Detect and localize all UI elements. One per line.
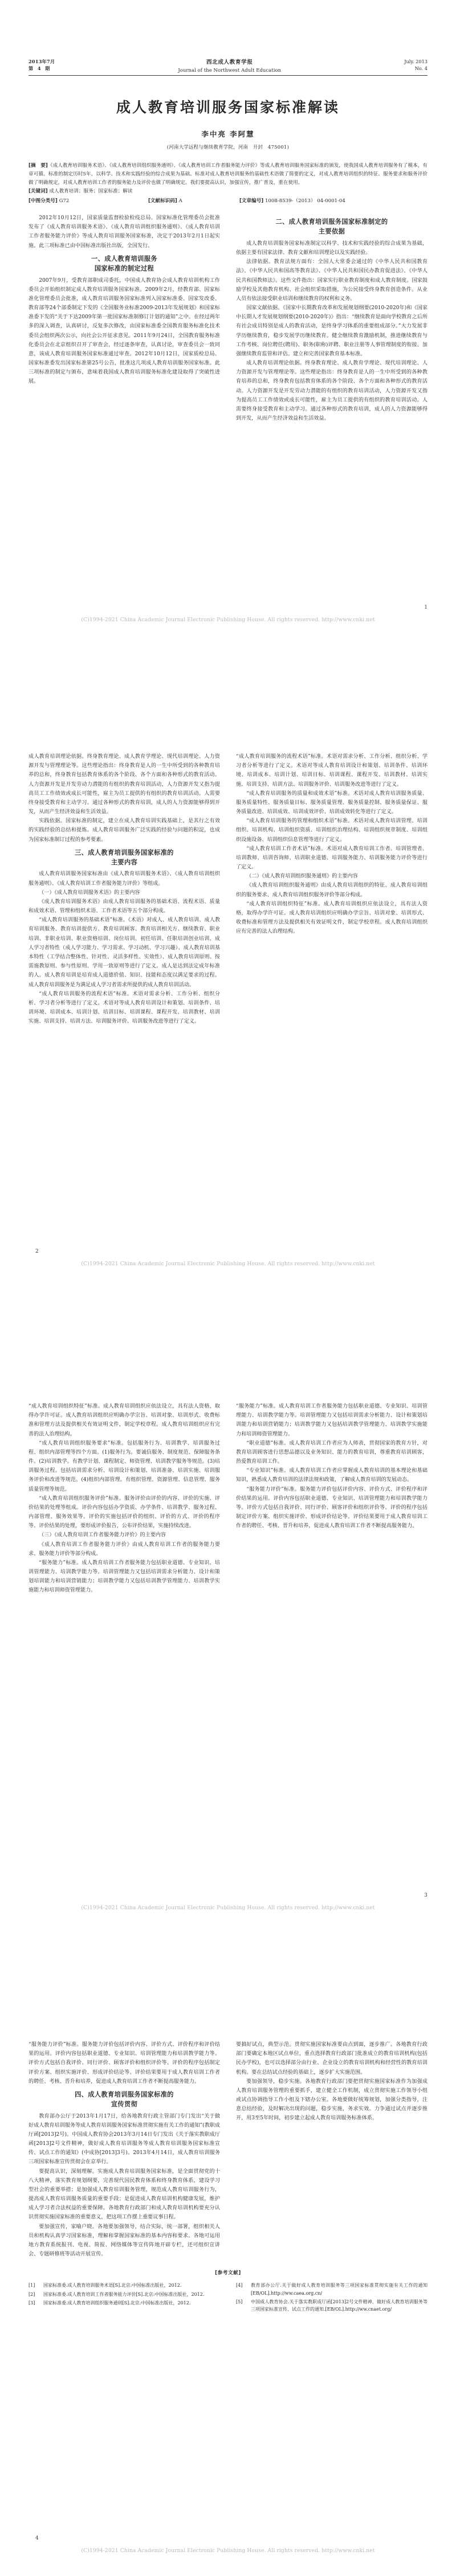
- classification-line: [28, 196, 427, 206]
- paragraph-continued: 要搞好试点，典型示范。贯彻实施国家标准要由点到面，逐步推广。各地教育行政部门要确定本地区试点单位，重点选择教育行政部门批准成立的教育培训机构(包括民办学校)，也可以选择部分由行业、企业设立的教育培训机构和经营性的教育培训机构。要在总结试点经验的基础上，逐步扩大实施范围。: [236, 2042, 427, 2075]
- reference-item: [28, 2299, 220, 2307]
- page-3-column-left: [28, 1402, 220, 1595]
- references-column-left: [28, 2282, 220, 2314]
- paragraph: “成人教育培训工作者术语”标准。术语对成人教育培训工作者、培训管理者、培训教师、培训咨询师、培训职业道德、培训服务能力、培训服务能力评价等进行了定义。: [236, 846, 427, 871]
- references-columns: [28, 2282, 427, 2314]
- reference-number: [4]: [236, 2283, 243, 2288]
- paragraph: 法律依据。教育法规方面有：全国人大常委会通过的《中华人民共和国教育法》、《中华人民共和国高等教育法》、《中华人民共和国民办教育促进法》、《中华人民共和国教师法》。这些文件指出：国家实行职业教育制度和成人教育制度。国家鼓励学校及其他教育机构、社会组织采取措施，为公民接受终身教育创造条件。从业人员有依法接受职业培训和继续教育的权利和义务。: [236, 259, 427, 302]
- section-heading-3-line2: 主要内容: [111, 859, 138, 867]
- page-1-column-right: [236, 214, 427, 423]
- page-3: [0, 1288, 456, 1932]
- page-4: [0, 1932, 456, 2576]
- reference-text: 中国成人教育协会.关于落实教职成厅函[2013]2号文件精神，做好成人教育培训服务等三项国家标准宣传、试点工作的通知.[EB/OL].http://ww.cnaet.org/: [251, 2299, 427, 2312]
- page-1-columns: [28, 214, 427, 423]
- paragraph-continued: “服务能力评价”标准。服务能力评价包括评价内容、评价方式、评价程序和评价结果的运用。评价内容包括职业道德、专业知识、培训管理能力和培训教学能力等。评价方式包括自我评价、同行评价、顾客评价和组织评价等。评价的程序包括制定评价方案、组织实施评价、形成评价结论等。评价结果要用于成人教育培训工作者的聘任、考核、晋升和培养，促进成人教育培训工作者不断提高服务能力。: [28, 2042, 220, 2085]
- page-2-columns: [28, 752, 427, 1026]
- paragraph: 成人教育培训服务国家标准制定以科学、技术和实践经验的综合成果为基础，依据主要有国家法律、教育文献和培训理论以及实践经验。: [236, 240, 427, 256]
- cnki-copyright-footer: (C)1994-2021 China Academic Journal Electronic Publishing House. All rights reserved. http://www.cnki.net: [81, 617, 375, 623]
- doc-code-group: [148, 196, 239, 206]
- paragraph: 成人教育培训服务国家标准由《成人教育培训服务术语》、《成人教育培训组织服务通则》、《成人教育培训工作者服务能力评价》等组成。: [28, 871, 220, 887]
- title-block: [28, 96, 427, 150]
- section-heading-4-line1: 四、成人教育培训服务国家标准的: [75, 2090, 174, 2098]
- paragraph: 《成人教育培训工作者服务能力评价》由成人教育培训工作者的服务能力要求、服务能力评价等部分构成。: [28, 1541, 220, 1557]
- reference-item: [236, 2282, 427, 2296]
- page-4-columns: [28, 2040, 427, 2259]
- section-heading-2-line2: 主要依据: [318, 228, 345, 236]
- section-heading-3-line1: 三、成人教育培训服务国家标准的: [75, 848, 174, 856]
- paragraph: “成人教育培训服务的流程术语”标准。术语对需求分析、工作分析、组织分析、学习者分析等进行了定义。术语对等成人教育培训设计和策划、培训条件、培训环境、培训成本、培训计划、培训目标、培训课程、课程开发、培训教材、培训实施、培训支持、培训方法、培训服务评价、培训服务改进等进行了定义。: [28, 991, 220, 1025]
- page-3-columns: [28, 1402, 427, 1595]
- masthead-left: [28, 59, 55, 72]
- page-4-column-right: [236, 2040, 427, 2259]
- masthead-date-cn: 2013年7月: [28, 59, 55, 64]
- paragraph: “成人教育培训服务的管理和组织术语”标准。术语对成人教育培训管理、培训组织、培训机构、培训组织资质、培训组织治理结构、培训组织规章制度、培训组织设施设备、培训组织信息管理等进行了定义。: [236, 818, 427, 843]
- reference-text: 教育部办公厅.关于做好成人教育培训服务等三项国家标准贯彻实施有关工作的通知[EB/OL].http://ww.caea.org.cn/: [251, 2283, 427, 2296]
- reference-text: 国家标准委.成人教育培训服务术语[S].北京:中国标准出版社，2012.: [43, 2283, 182, 2288]
- masthead-right: [404, 59, 427, 72]
- clc-group: [28, 196, 148, 206]
- section-heading-2: [236, 217, 427, 237]
- paragraph: “成人教育培训服务的基础术语”标准。《术语》对成人、成人教育培训、成人教育培训服务、教育培训提供方、教育培训顾客、教育培训相关方、继续教育、职业培训、非职业培训、职业资格培训、岗位培训、初任培训、任职培训创业培训、成人学习者特性（成人学习能力、学习需求、学习动机、学习兴趣）、成人教育培训基本特性（工学结合整体性、针对性、灵活多样性、实效性）、成人教育培训原则、按需施教原则、参与性原则、学用一致原则等进行了定义。成人是达到法定成年标准的人。成人教育培训是培育成人道德价值、知识、技能和态度以满足要求的过程。成人教育培训服务是为满足成人学习者需求所提供的成人教育培训活动。: [28, 917, 220, 988]
- article-id-value: 1008-8539-（2013） 04-0001-04: [264, 198, 345, 204]
- keywords-line: [28, 187, 427, 196]
- references-title: [参考文献]: [215, 2270, 241, 2276]
- paragraph: 要提高认识，深刻理解。实施成人教育培训服务国家标准，是全面贯彻党的十八大精神，落实教育规划纲要，完善现代国民教育体系和终身教育体系，建设学习型社会的重要举措；是加强成人教育培训服务管理，规范成人教育培训服务行为，提高成人教育培训服务质量的重要手段；是促进成人教育培训机构健康发展，维护成人学习者合法权益的重要保障。各地教育行政部门和成人教育培训机构要充分认识贯彻实施国家标准的重要意义，把这项工作摆上重要议事日程。: [28, 2168, 220, 2221]
- reference-text: 国家标准委.成人教育培训组织服务通则[S].北京:中国标准出版社，2012.: [43, 2300, 191, 2306]
- paragraph: 《成人教育培训服务术语》由成人教育培训服务的基础术语、流程术语、质量和成效术语、管理和组织术语、工作者术语等五个部分构成。: [28, 899, 220, 914]
- doc-code-value: A: [178, 198, 182, 204]
- abstract-label: [摘 要]: [28, 163, 48, 169]
- paragraph-continued: “成人教育培训组织特征”标准。成人教育培训组织应依法设立，具有法人资格，取得办学许可证。成人教育培训组织应明确办学宗旨、培训对象、培训形式、收费标准和管理方法及提供相关有效证明文件，制定学校章程。成人教育培训组织应有完善的法人治理结构。: [28, 1404, 220, 1437]
- journal-masthead: [28, 0, 427, 76]
- page-number: 4: [35, 2536, 39, 2541]
- reference-number: [5]: [236, 2299, 243, 2304]
- paragraph: 要加强宣传，家喻户晓。各地要加强领导，结合实际，统一部署，组织相关人员和机构认真学习国家标准，理解和掌握国家标准的基本内容和要求。各地可运用地方教育系统报刊、电视、简报、网络媒体等宣传阵地开辟专栏，还可组织宣讲会、专题研修班等活动开展宣传。: [28, 2224, 220, 2258]
- page-number: 3: [424, 1893, 427, 1898]
- abstract-text: 《成人教育培训服务术语》、《成人教育培训组织服务通则》、《成人教育培训工作者服务能力评价》等成人教育培训服务国家标准的颁发，使我国成人教育培训服务有了模本，有章可循。标准的制定历时5年，以科学、技术和实践经验的综合成果为基础。标准对成人教育培训服务的基础性术语做了简要的定义，对成人教育培训组织的特征、服务要求和服务评价做了明确规定，对成人教育培训工作者的服务能力及评价也做了明确规定。我们要提高认识，加强宣传，推广普及，重在使用。: [28, 163, 428, 186]
- masthead-issue-en: No. 4: [414, 65, 427, 71]
- page-number: 1: [424, 605, 427, 610]
- paragraph: 要加强领导，稳步实施。各地教育行政部门要把贯彻实施国家标准作为加强成人教育培训服务管理的重要抓手，建立健全工作机制，成立贯彻实施工作领导小组或试点协调指导工作小组及下辖办公室。各地要做好统筹规划，加强分类指导，注意总结经验，及时解决出现的问题，稳步实施，务求实效。力争通过试点并逐步推开，用3至5年时间，初步建立起成人教育培训服务标准体系。: [236, 2078, 427, 2122]
- article-id-group: [239, 196, 345, 206]
- page-2-column-left: [28, 752, 220, 1026]
- paragraph: 《成人教育培训组织服务通则》由成人教育培训组织的特征、成人教育培训组织的服务要求、成人教育培训组织服务评价等部分构成。: [236, 883, 427, 898]
- section-heading-3: [28, 848, 220, 868]
- reference-item: [28, 2291, 220, 2298]
- paragraph: “成人教育培训组织服务评价”标准。服务评价由评价的内容、评价的实施、评价结果的处理等组成。评价内容包括办学资质、办学条件、培训教学、服务过程、内部管理、服务效果等。评价的实施包括评价的组织、评价的方式、评价的程序等。评价结果的处理，要形成评价报告，公布评价结果，实施持续改进。: [28, 1495, 220, 1529]
- paragraph: “服务能力”标准。成人教育培训工作者服务能力包括职业道德、专业知识、培训管理能力、培训教学能力等。培训管理能力又包括培训需求分析能力、设计和策划培训能力和培训营销能力；培训教学能力又包括培训教学管理能力、培训教学实施能力和培训师资管理能力。: [28, 1560, 220, 1594]
- paragraph: “成人教育培训组织特征”标准。成人教育培训组织应依法设立，具有法人资格，取得办学许可证。成人教育培训组织应明确办学宗旨、培训对象、培训形式、收费标准和管理方法及提供相关有效证明文件，制定学校章程。成人教育培训组织应有完善的法人治理结构。: [236, 901, 427, 935]
- page-4-column-left: [28, 2040, 220, 2259]
- section-heading-4-line2: 宣传贯彻: [111, 2101, 138, 2109]
- paragraph: 教育部办公厅于2013年1月17日，给各地教育行政主管部门专门发出“关于做好成人教育培训服务等成人教育培训服务国家标准贯彻实施有关工作的通知”(教职成厅函[2013]2号)。中国成人教育协会2013年3月14日专门发出《关于落实教职成厅函[2013]2号文件精神，做好成人教育培训服务等成人教育培训服务国家标准宣传、试点工作的通知》(中成协[2013]3号)。2013年4月14日，成人教育培训服务三项国家标准宣传贯彻会在京举行。: [28, 2113, 220, 2165]
- journal-title-en: Journal of the Northwest Adult Education: [178, 67, 282, 73]
- page-1: [0, 0, 456, 644]
- paragraph: “成人教育培训组织服务要求”标准。包括服务行为、培训教学、培训服务过程、组织内部管理等四个方面。(1)服务行为。要诚信服务、制度规范、保障服务条件。(2)培训教学。有教学计划、课程制定、师资管理、培训教学服务等规范。(3)培训服务过程。包括培训需求分析、培训设计和策划、培训准备、培训实施、培训服务评价和改进等规范。(4)组织内部管理。有组织管理、资源管理、信息管理、服务质量管理等规范。: [28, 1440, 220, 1492]
- references-column-right: [236, 2282, 427, 2314]
- paragraph: （三）《成人教育培训工作者服务能力评价》的主要内容: [39, 1532, 166, 1539]
- abstract-block: [28, 162, 427, 187]
- masthead-date-en: July. 2013: [404, 59, 427, 64]
- section-heading-1-line1: 一、成人教育培训服务: [91, 255, 157, 262]
- cnki-copyright-footer: (C)1994-2021 China Academic Journal Electronic Publishing House. All rights reserved. http://www.cnki.net: [81, 1261, 375, 1267]
- article-authors: 李中亮 李阿慧: [201, 130, 255, 139]
- doc-code-label: [文献标识码]: [148, 198, 177, 204]
- paragraph: “职业道德”标准。成人教育培训工作者应为人师表，贯彻国家的教育方针，对教育培训顾客进行思想品德以及业务知识、能力的教育培训，尊重教育培训顾客，热爱教育培训工作。: [236, 1440, 427, 1465]
- page-2: [0, 644, 456, 1288]
- cnki-copyright-footer: (C)1994-2021 China Academic Journal Electronic Publishing House. All rights reserved. http://www.cnki.net: [81, 1905, 375, 1911]
- section-heading-4: [28, 2090, 220, 2110]
- article-id-label: [文章编号]: [239, 198, 264, 204]
- paragraph: “专业知识”标准。成人教育培训工作者应掌握成人教育培训的基本理论和基础知识，熟悉成人教育培训的法律法规和政策，了解成人教育培训的发展动态。: [236, 1468, 427, 1483]
- clc-value: G72: [59, 198, 70, 204]
- reference-number: [3]: [28, 2300, 35, 2306]
- section-heading-1-line2: 国家标准的制定过程: [94, 265, 154, 273]
- page-1-column-left: [28, 214, 220, 423]
- page-3-column-right: [236, 1402, 427, 1595]
- paragraph-continued: “服务能力”标准。成人教育培训工作者服务能力包括职业道德、专业知识、培训管理能力、培训教学能力等。培训管理能力又包括培训需求分析能力、设计和策划培训能力和培训营销能力；培训教学能力又包括培训教学管理能力、培训教学实施能力和培训师资管理能力。: [236, 1404, 427, 1437]
- page-2-column-right: [236, 752, 427, 1026]
- page-number: 2: [35, 1249, 39, 1254]
- paragraph-continued: “成人教育培训服务的流程术语”标准。术语对需求分析、工作分析、组织分析、学习者分析等进行了定义。术语对等成人教育培训设计和策划、培训条件、培训环境、培训成本、培训计划、培训目标、培训课程、课程开发、培训教材、培训实施、培训支持、培训方法、培训服务评价、培训服务改进等进行了定义。: [236, 754, 427, 787]
- cnki-copyright-footer: (C)1994-2021 China Academic Journal Electronic Publishing House. All rights reserved. http://www.cnki.net: [81, 2548, 375, 2554]
- paragraph: “服务能力评价”标准。服务能力评价包括评价内容、评价方式、评价程序和评价结果的运用。评价内容包括职业道德、专业知识、培训管理能力和培训教学能力等。评价方式包括自我评价、同行评价、顾客评价和组织评价等。评价的程序包括制定评价方案、组织实施评价、形成评价结论等。评价结果要用于成人教育培训工作者的聘任、考核、晋升和培养，促进成人教育培训工作者不断提高服务能力。: [236, 1486, 427, 1529]
- masthead-center: [55, 59, 404, 73]
- journal-title-cn: 西北成人教育学报: [206, 59, 253, 65]
- paragraph: 实践依据。国家标准的制定，建立在成人教育培训实践基础上，是其行之有效的实践经验的总结和提炼。成人教育培训服务广泛实践的经验与问题的积淀，也成为国家标准制订过程的参考要素。: [28, 818, 220, 843]
- reference-number: [2]: [28, 2291, 35, 2297]
- clc-label: [中图分类号]: [28, 198, 58, 204]
- keywords-text: 成人教育培训；服务；国家标准；解读: [49, 188, 133, 195]
- reference-item: [28, 2282, 220, 2289]
- reference-item: [236, 2298, 427, 2313]
- masthead-issue-cn: 第 4 期: [28, 65, 51, 71]
- section-heading-1: [28, 254, 220, 274]
- paragraph-continued: 成人教育培训理论依据。终身教育理论、成人教育学理论、现代培训理论、人力资源开发与管理理论等。这些理论指出：终身教育是人的一生中所受到的各种教育培养的总和，终身教育包括教育体系的各个阶段、各个方面和各种形式的教育活动。人力资源开发是开发劳动力潜能的有组织的教育培训活动，人力资源开发又指为提高员工工作绩效或成长可能性，雇主为员工提供的有组织的教育培训活动。人需要终身接受教育和主动学习。通过各种形式的教育培训，成人的人力资源能够得到开发，从而产生经济效益和生活效益。: [28, 754, 220, 815]
- paragraph: （一）《成人教育培训服务术语》的主要内容: [39, 889, 140, 896]
- paragraph: （二）《成人教育培训组织服务通则》的主要内容: [246, 873, 358, 880]
- reference-text: 国家标准委.成人教育培训工作者服务能力评价[S].北京:中国标准出版社，2012.: [43, 2291, 205, 2297]
- paragraph: “成人教育培训服务的质量和成效术语”标准。术语对成人教育培训服务质量、服务质量特性、服务质量目标、服务质量管理、服务质量控制、服务质量保证、服务质量改进、培训成效、培训成效评价、培训成效转化等进行了定义。: [236, 790, 427, 815]
- paragraph: 成人教育培训理论依据。终身教育理论、成人教育学理论、现代培训理论、人力资源开发与管理理论等。这些理论指出：终身教育是人的一生中所受到的各种教育培养的总和，终身教育包括教育体系的各个阶段、各个方面和各种形式的教育活动。人力资源开发是开发劳动力潜能的有组织的教育培训活动，人力资源开发又指为提高员工工作绩效或成长可能性，雇主为员工提供的有组织的教育培训活动。人需要终身接受教育和主动学习。通过各种形式的教育培训，成人的人力资源能够得到开发，从而产生经济效益和生活效益。: [236, 360, 427, 422]
- paragraph: 国家文献依据。《国家中长期教育改革和发展规划纲要(2010-2020年)和《国家中长期人才发展规划纲要(2010-2020年)》指出：“继续教育是面向学校教育之后所有社会成员特别是成人的教育活动，是终身学习体系的重要组成部分。”大力发展非学历继续教育，稳步发展学历继续教育。健全继续教育激励机制，推进继续教育与工作考核、岗位聘任(聘用)、职务(职称)评聘、职业注册等人事管理制度的衔接。加强继续教育监管和评估。建立和完善国家教育基本标准。: [236, 305, 427, 357]
- reference-number: [1]: [28, 2283, 35, 2288]
- section-heading-2-line1: 二、成人教育培训服务国家标准制定的: [275, 218, 388, 226]
- keywords-label: [关键词]: [28, 188, 48, 195]
- paragraph: 2012年10月12日，国家质量监督检验检疫总局、国家标准化管理委员会批准发布了《成人教育培训服务术语》、《成人教育培训组织服务通则》、《成人教育培训工作者服务能力评价》等成人教育培训服务国家标准，决定于2013年2月1日起实施。此三项标准已由中国标准出版社出版，全国发行。: [28, 215, 220, 249]
- article-title: 成人教育培训服务国家标准解读: [116, 99, 340, 116]
- paragraph: 2007年9月，受教育部职成司委托，中国成人教育协会成人教育培训机构工作委员会开始组织制定成人教育培训服务国家标准。2009年2月，经教育部、国家标准化管理委员会批准，成人教育培训服务国家标准列入国家标准委、国家发改委、教育部等24个部委制定下发的《全国服务业标准2009-2013年发展规划》和国家标准委下发的“关于下达2009年第一批国家标准制修订计划的通知”之中。在经过两年多的深入调查，认真研讨，反复多次修改，由国家标准委全国教育服务标准化技术委员会组织两次公示，向社会公开征求意见。2011年9月24日，全国教育服务标准化委员会在北京组织召开了审查会，经过逐条审查，认真讨论，审查委员会一致同意，该成人教育培训服务国家标准通过审查。2012年10月12日，国家质检总局、国家标准委发出国家标准第25号公告，批准这几项成人教育培训服务国家标准。此三项标准的制定与颁布，意味着我国成人教育培训服务标准化建设取得了突破性进展。: [28, 277, 220, 385]
- author-affiliation: (河南大学远程与继续教育学院，河南 开封 475001): [166, 144, 290, 150]
